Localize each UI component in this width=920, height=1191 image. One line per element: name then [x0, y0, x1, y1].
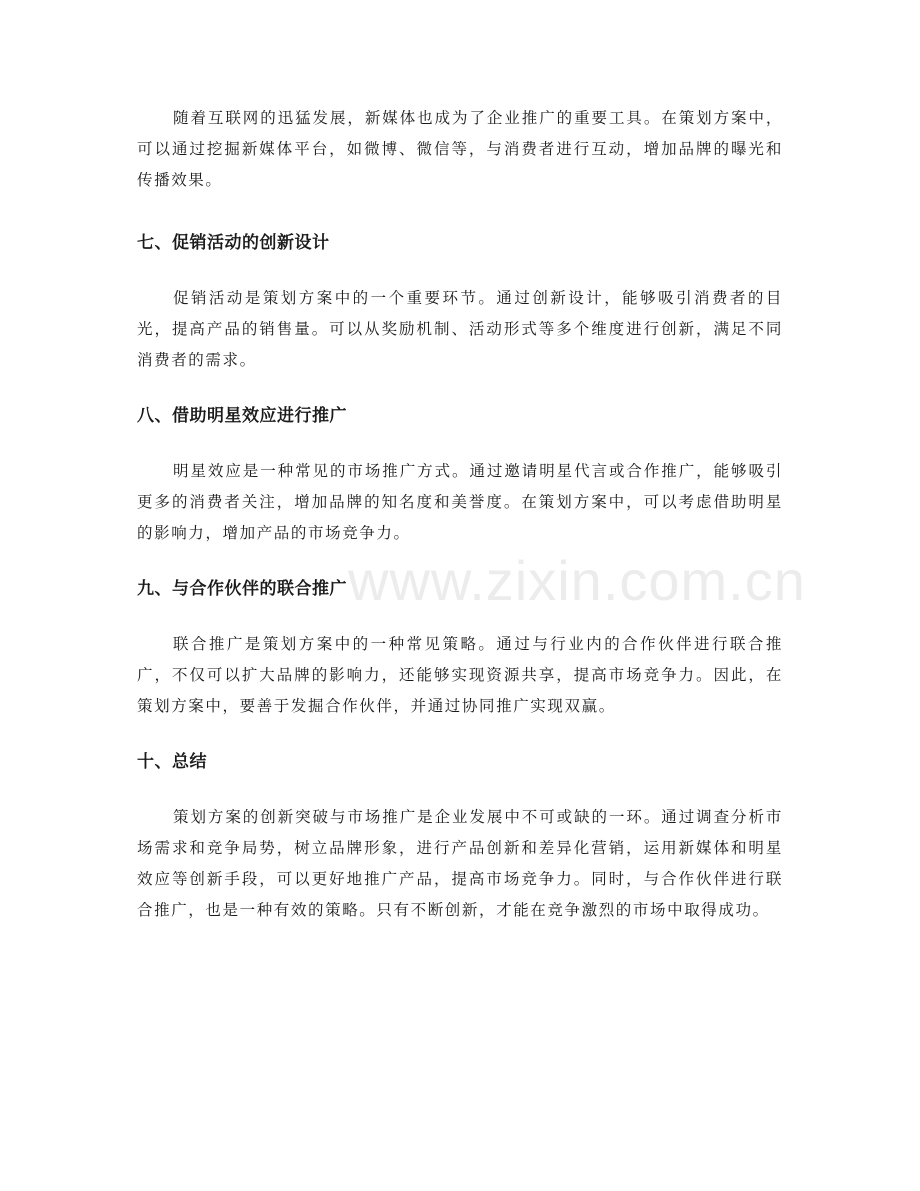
section-8-heading: 八、借助明星效应进行推广 — [137, 406, 347, 426]
intro-paragraph: 随着互联网的迅猛发展，新媒体也成为了企业推广的重要工具。在策划方案中，可以通过挖掘新媒体平台，如微博、微信等，与消费者进行互动，增加品牌的曝光和传播效果。 — [137, 109, 783, 189]
section-10-heading: 十、总结 — [137, 752, 207, 772]
section-8-body: 明星效应是一种常见的市场推广方式。通过邀请明星代言或合作推广，能够吸引更多的消费者关注，增加品牌的知名度和美誉度。在策划方案中，可以考虑借助明星的影响力，增加产品的市场竞争力。 — [137, 462, 783, 542]
section-7-heading: 七、促销活动的创新设计 — [137, 233, 330, 253]
watermark: www.zixin.com.cn — [348, 549, 806, 612]
section-9-body: 联合推广是策划方案中的一种常见策略。通过与行业内的合作伙伴进行联合推广，不仅可以扩大品牌的影响力，还能够实现资源共享，提高市场竞争力。因此，在策划方案中，要善于发掘合作伙伴，并通过协同推广实现双赢。 — [137, 635, 783, 715]
section-10-body: 策划方案的创新突破与市场推广是企业发展中不可或缺的一环。通过调查分析市场需求和竞争局势，树立品牌形象，进行产品创新和差异化营销，运用新媒体和明星效应等创新手段，可以更好地推广产品，提高市场竞争力。同时，与合作伙伴进行联合推广，也是一种有效的策略。只有不断创新，才能在竞争激烈的市场中取得成功。 — [137, 808, 783, 919]
section-9-heading: 九、与合作伙伴的联合推广 — [137, 579, 347, 599]
section-7-body: 促销活动是策划方案中的一个重要环节。通过创新设计，能够吸引消费者的目光，提高产品的销售量。可以从奖励机制、活动形式等多个维度进行创新，满足不同消费者的需求。 — [137, 289, 783, 369]
